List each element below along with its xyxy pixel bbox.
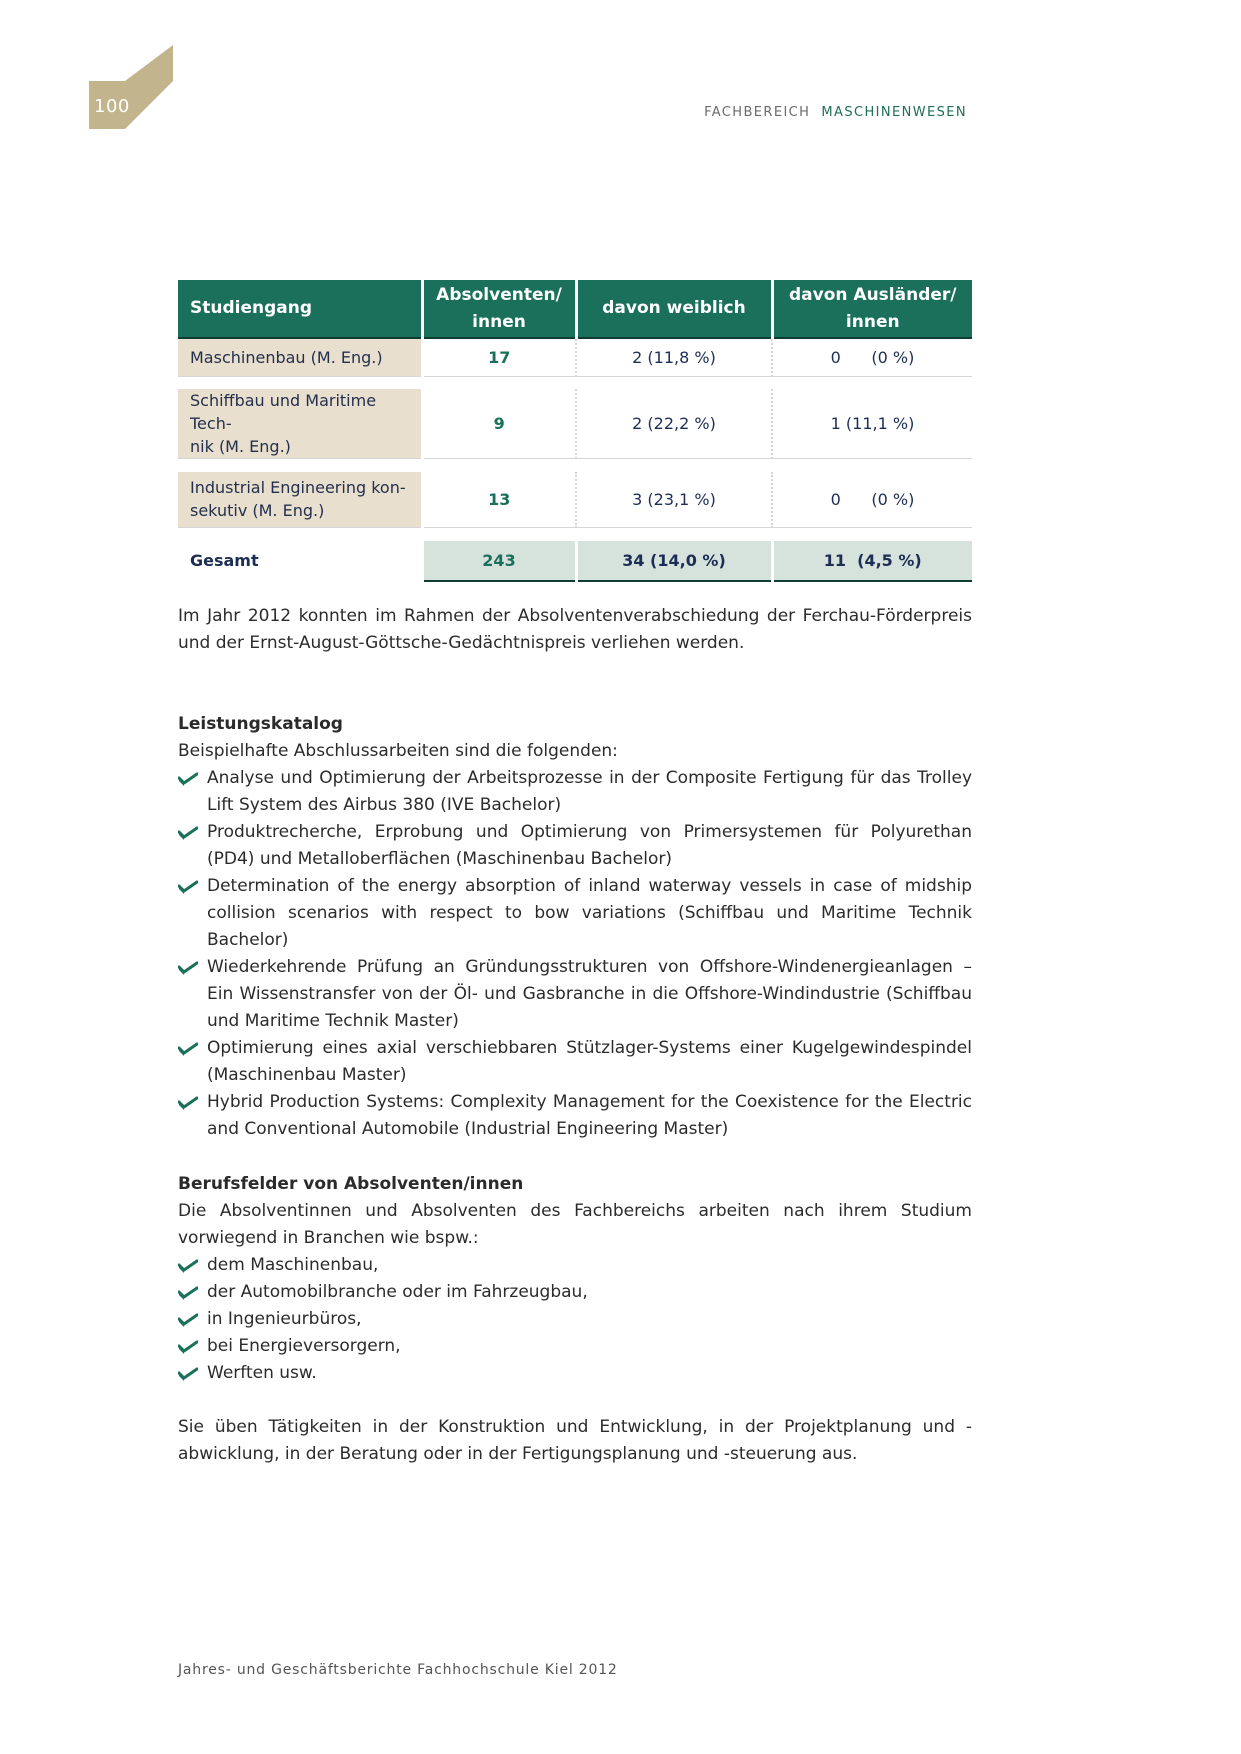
check-icon [178,961,198,975]
list-item [178,1333,972,1360]
check-icon [178,1259,198,1273]
section-title: Leistungskatalog [178,714,343,734]
list-item-text: Determination of the energy absorption of inland waterway vessels in case of midship collision scenarios with respect to bow variations (Schiffbau und Maritime Technik Bachelor) [207,876,972,950]
female-cell: 2 (22,2 %) [576,389,772,459]
header-prefix: FACHBEREICH [704,105,811,120]
list-item [178,954,972,1035]
female-cell: 2 (11,8 %) [576,338,772,376]
list-item-text: Optimierung eines axial verschiebbaren Stützlager-Systems einer Kugelgewindespindel (Maschinenbau Master) [207,1038,972,1085]
check-icon [178,826,198,840]
list-item-text: Wiederkehrende Prüfung an Gründungsstrukturen von Offshore-Windenergieanlagen – Ein Wissenstransfer von der Öl- und Gasbranche in die Offshore-Windindustrie (Schiffbau und Maritime Technik Master) [207,957,972,1031]
list-item [178,1089,972,1143]
list-item-text: in Ingenieurbüros, [207,1309,362,1329]
program-cell: Industrial Engineering kon- sekutiv (M. Eng.) [178,472,422,528]
foreign-cell: 1 (11,1 %) [772,389,972,459]
list-item-text: Hybrid Production Systems: Complexity Management for the Coexistence for the Electric and Conventional Automobile (Industrial Engineering Master) [207,1092,972,1139]
total-foreign: 11 (4,5 %) [772,541,972,581]
theses-list [178,765,972,1143]
check-icon [178,1367,198,1381]
list-item [178,765,972,819]
check-icon [178,772,198,786]
list-item [178,873,972,954]
list-item-text: der Automobilbranche oder im Fahrzeugbau, [207,1282,588,1302]
list-item-text: Analyse und Optimierung der Arbeitsprozesse in der Composite Fertigung für das Trolley Lift System des Airbus 380 (IVE Bachelor) [207,768,972,815]
foreign-cell: 0 (0 %) [772,338,972,376]
program-cell: Maschinenbau (M. Eng.) [178,338,422,376]
female-cell: 3 (23,1 %) [576,472,772,528]
total-female: 34 (14,0 %) [576,541,772,581]
closing-paragraph: Sie üben Tätigkeiten in der Konstruktion und Entwicklung, in der Projektplanung und -abwicklung, in der Beratung oder in der Fertigungsplanung und -steuerung aus. [178,1417,972,1464]
intro-paragraph: Im Jahr 2012 konnten im Rahmen der Absolventenverabschiedung der Ferchau-Förderpreis und der Ernst-August-Göttsche-Gedächtnispreis verliehen werden. [178,606,972,653]
running-header [704,105,967,120]
section-title: Berufsfelder von Absolventen/innen [178,1174,524,1194]
table-row [178,338,972,376]
foreign-cell: 0 (0 %) [772,472,972,528]
program-cell: Schiffbau und Maritime Tech- nik (M. Eng.) [178,389,422,459]
list-item [178,1279,972,1306]
graduates-cell: 17 [422,338,576,376]
table-row [178,472,972,528]
col-header-graduates: Absolventen/ innen [422,280,576,338]
list-item-text: Werften usw. [207,1363,317,1383]
graduates-table [178,280,972,582]
total-graduates: 243 [422,541,576,581]
list-item-text: Produktrecherche, Erprobung und Optimierung von Primersystemen für Polyurethan (PD4) und Metalloberflächen (Maschinenbau Bachelor) [207,822,972,869]
list-item [178,1035,972,1089]
list-item [178,1252,972,1279]
header-department: MASCHINENWESEN [821,105,967,120]
graduates-cell: 9 [422,389,576,459]
berufsfelder-section [178,1171,972,1468]
col-header-female: davon weiblich [576,280,772,338]
section-lead: Die Absolventinnen und Absolventen des Fachbereichs arbeiten nach ihrem Studium vorwiegend in Branchen wie bspw.: [178,1201,972,1248]
total-row [178,541,972,581]
check-icon [178,880,198,894]
page-number: 100 [94,96,130,117]
check-icon [178,1340,198,1354]
col-header-program: Studiengang [178,280,422,338]
list-item [178,819,972,873]
col-header-foreign: davon Ausländer/ innen [772,280,972,338]
career-fields-list [178,1252,972,1387]
table-row [178,389,972,459]
list-item-text: dem Maschinenbau, [207,1255,379,1275]
section-lead: Beispielhafte Abschlussarbeiten sind die folgenden: [178,741,618,761]
list-item [178,1360,972,1387]
leistungskatalog-section [178,711,972,1143]
total-label: Gesamt [178,541,422,581]
page-footer: Jahres- und Geschäftsberichte Fachhochschule Kiel 2012 [178,1662,618,1678]
list-item [178,1306,972,1333]
check-icon [178,1313,198,1327]
list-item-text: bei Energieversorgern, [207,1336,401,1356]
check-icon [178,1096,198,1110]
check-icon [178,1286,198,1300]
check-icon [178,1042,198,1056]
graduates-cell: 13 [422,472,576,528]
